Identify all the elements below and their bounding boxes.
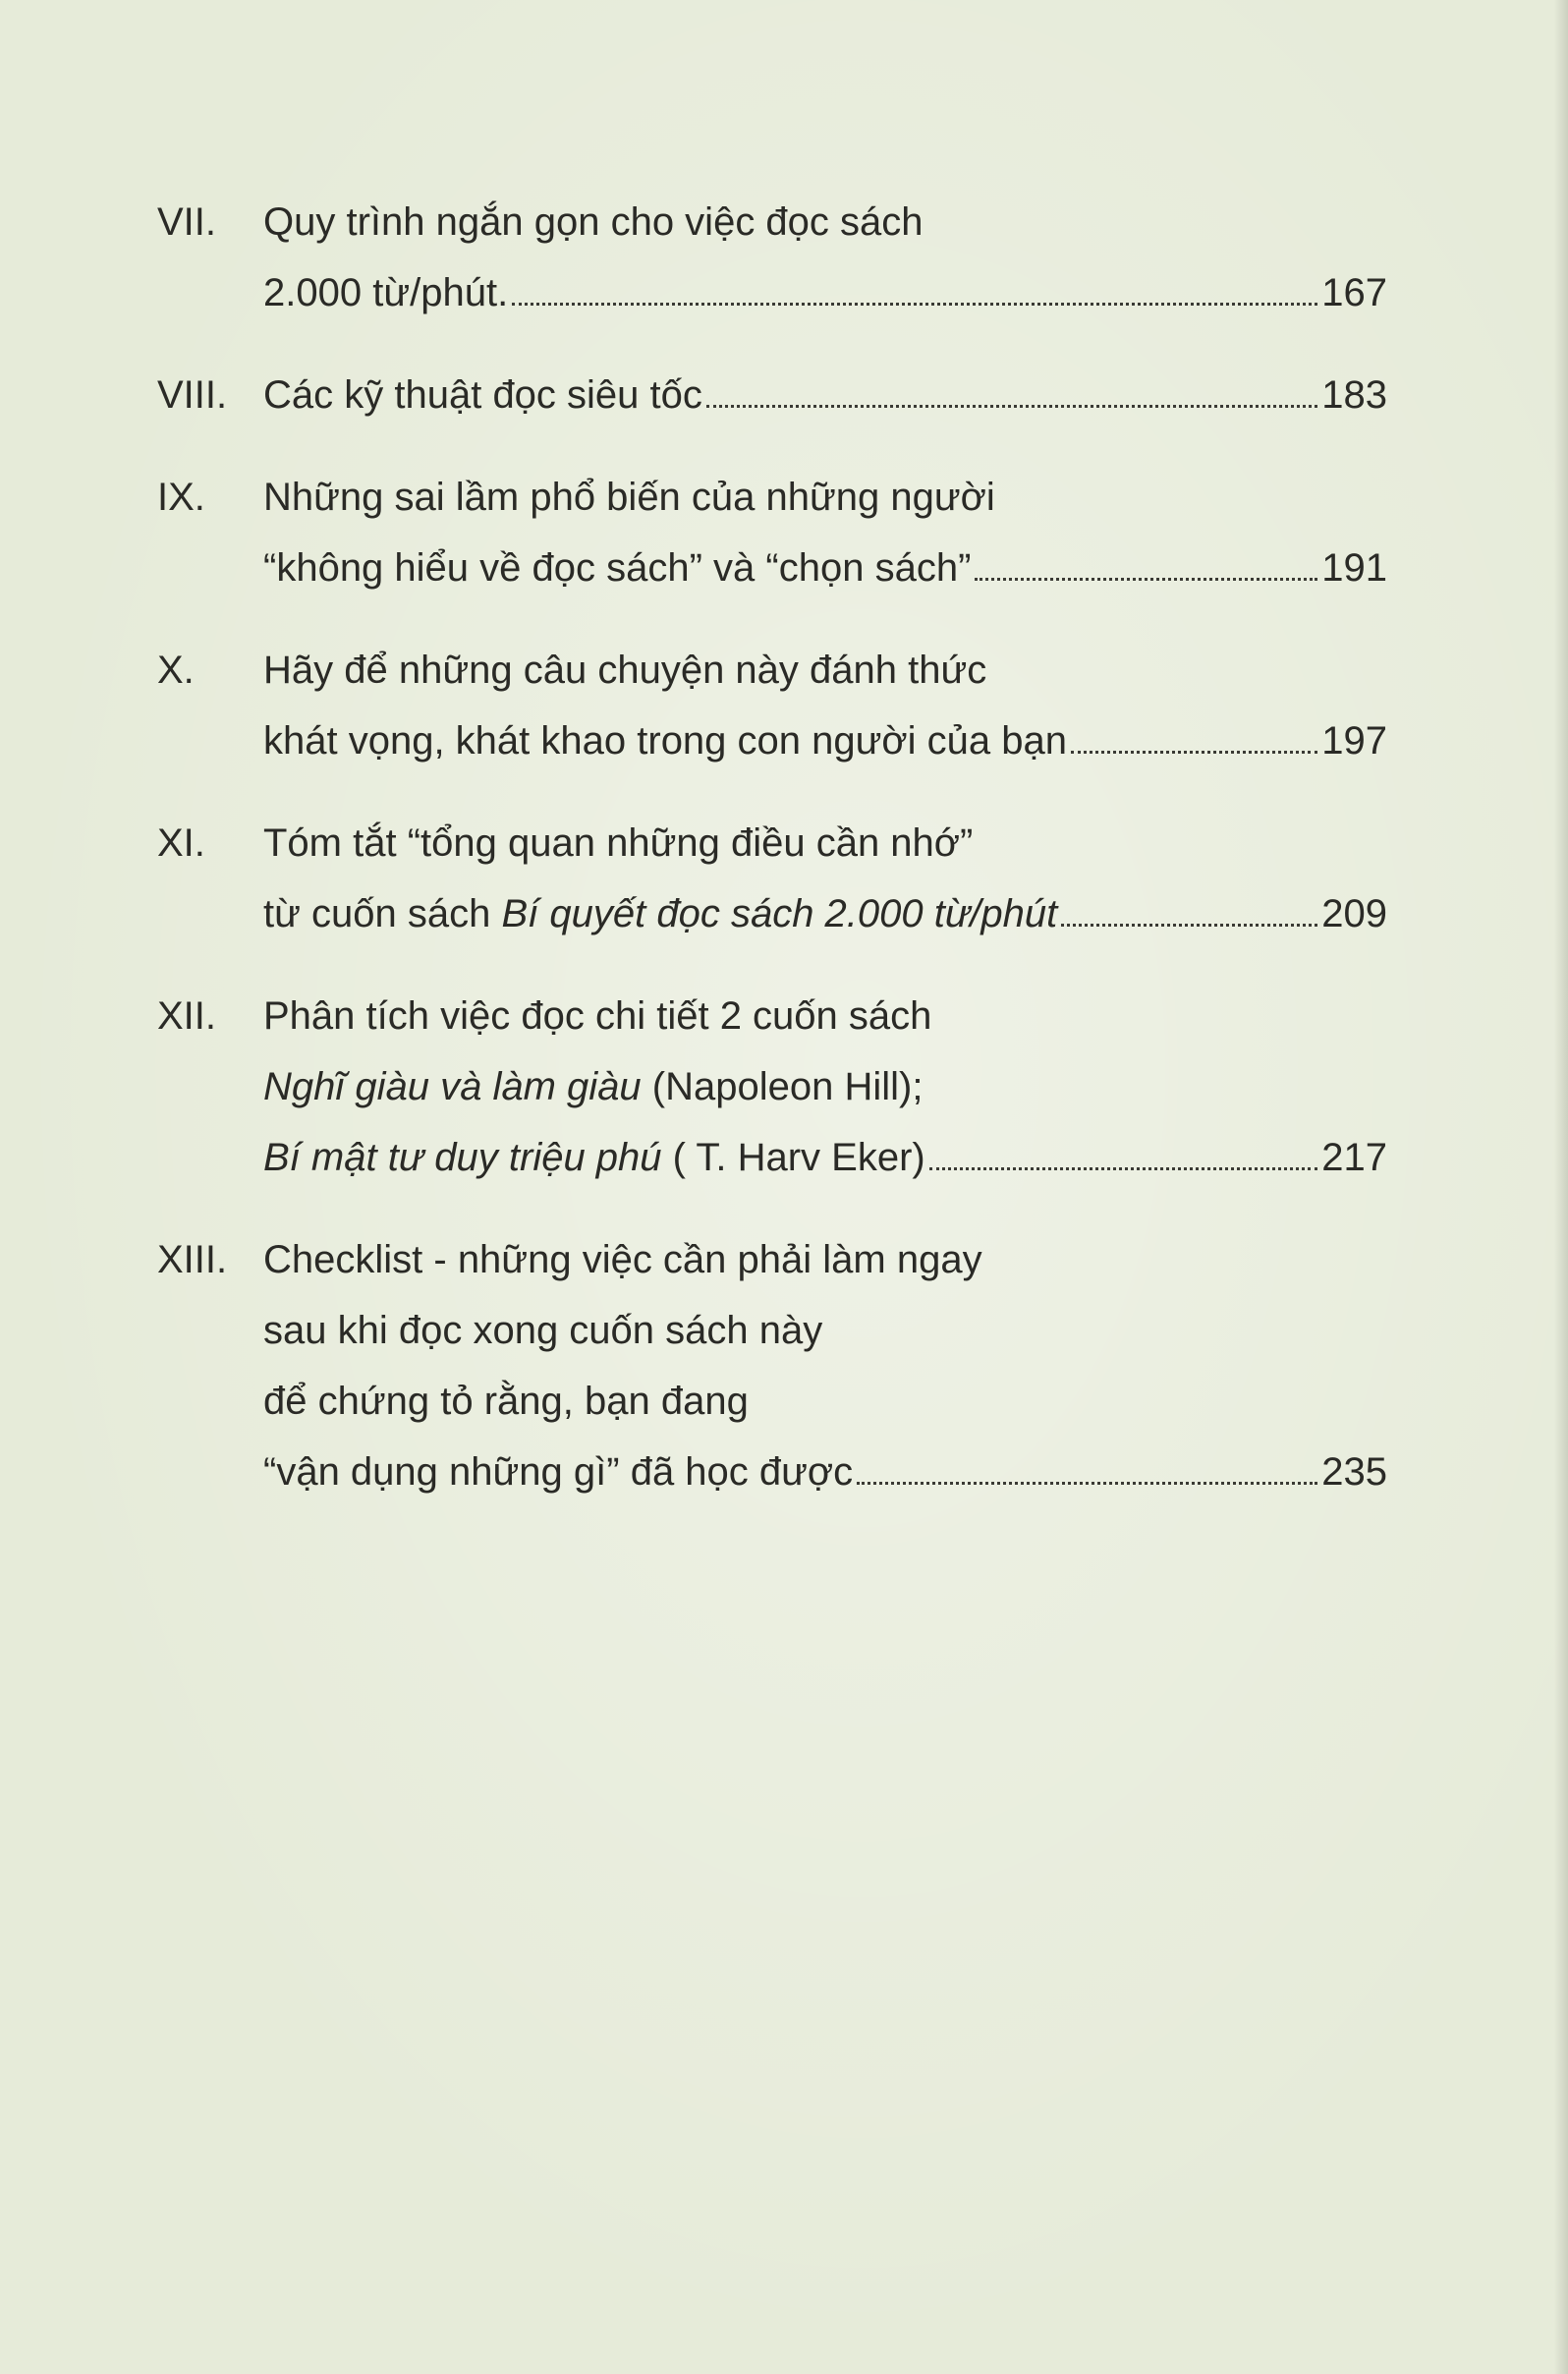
toc-entry-8 bbox=[157, 360, 1387, 430]
chapter-number: VII. bbox=[157, 200, 217, 244]
chapter-title-text bbox=[263, 1122, 925, 1193]
chapter-title-line: Những sai lầm phổ biến của những người bbox=[263, 476, 995, 519]
chapter-title-text: 2.000 từ/phút. bbox=[263, 271, 509, 314]
chapter-number: XI. bbox=[157, 821, 205, 865]
page-number: 217 bbox=[1321, 1136, 1387, 1179]
dot-leader bbox=[1061, 923, 1317, 927]
chapter-title-last-line bbox=[263, 360, 1387, 430]
chapter-title-text: Các kỹ thuật đọc siêu tốc bbox=[263, 373, 702, 417]
page-number: 183 bbox=[1321, 373, 1387, 417]
book-title-italic: Bí quyết đọc sách 2.000 từ/phút bbox=[501, 892, 1058, 935]
toc-entry-12 bbox=[157, 981, 1387, 1193]
book-title-italic: Nghĩ giàu và làm giàu bbox=[263, 1065, 642, 1108]
dot-leader bbox=[929, 1166, 1318, 1170]
toc-entry-11 bbox=[157, 808, 1387, 949]
chapter-title-line: Phân tích việc đọc chi tiết 2 cuốn sách bbox=[263, 994, 932, 1038]
chapter-title-plain: từ cuốn sách bbox=[263, 892, 502, 935]
book-title-italic: Bí mật tư duy triệu phú bbox=[263, 1136, 662, 1179]
chapter-title-line bbox=[263, 1051, 1387, 1122]
page-number: 167 bbox=[1321, 271, 1387, 314]
chapter-title-line: để chứng tỏ rằng, bạn đang bbox=[263, 1380, 749, 1423]
page-number: 197 bbox=[1321, 719, 1387, 763]
dot-leader bbox=[1071, 750, 1317, 754]
chapter-title-last-line bbox=[263, 257, 1387, 328]
chapter-title-line: Quy trình ngắn gọn cho việc đọc sách bbox=[263, 200, 924, 244]
chapter-title-line: Hãy để những câu chuyện này đánh thức bbox=[263, 649, 987, 692]
toc-entry-9 bbox=[157, 462, 1387, 603]
page-number: 209 bbox=[1321, 892, 1387, 935]
table-of-contents bbox=[157, 187, 1387, 1539]
toc-entry-10 bbox=[157, 635, 1387, 776]
chapter-title-line: Checklist - những việc cần phải làm ngay bbox=[263, 1238, 982, 1281]
chapter-title-text: “không hiểu về đọc sách” và “chọn sách” bbox=[263, 546, 972, 590]
chapter-title-last-line bbox=[263, 533, 1387, 603]
author-name: ( T. Harv Eker) bbox=[661, 1136, 925, 1179]
chapter-title-last-line bbox=[263, 878, 1387, 949]
chapter-title-text: khát vọng, khát khao trong con người của bạn bbox=[263, 719, 1067, 763]
chapter-number: XIII. bbox=[157, 1238, 228, 1281]
chapter-number: VIII. bbox=[157, 373, 228, 417]
page-number: 191 bbox=[1321, 546, 1387, 590]
toc-entry-13 bbox=[157, 1224, 1387, 1507]
chapter-number: XII. bbox=[157, 994, 217, 1038]
chapter-number: X. bbox=[157, 649, 195, 692]
dot-leader bbox=[512, 302, 1317, 306]
chapter-title-last-line bbox=[263, 1122, 1387, 1193]
toc-entry-7 bbox=[157, 187, 1387, 328]
dot-leader bbox=[975, 577, 1317, 581]
chapter-title-last-line bbox=[263, 1437, 1387, 1507]
chapter-title-text: “vận dụng những gì” đã học được bbox=[263, 1450, 854, 1494]
page-number: 235 bbox=[1321, 1450, 1387, 1494]
page-edge-shadow bbox=[1554, 0, 1568, 2374]
chapter-number: IX. bbox=[157, 476, 205, 519]
chapter-title-text bbox=[263, 878, 1057, 949]
chapter-title-line: sau khi đọc xong cuốn sách này bbox=[263, 1309, 823, 1352]
dot-leader bbox=[857, 1481, 1317, 1485]
dot-leader bbox=[706, 404, 1317, 408]
author-name: (Napoleon Hill); bbox=[641, 1065, 924, 1108]
chapter-title-last-line bbox=[263, 706, 1387, 776]
chapter-title-line: Tóm tắt “tổng quan những điều cần nhớ” bbox=[263, 821, 974, 865]
